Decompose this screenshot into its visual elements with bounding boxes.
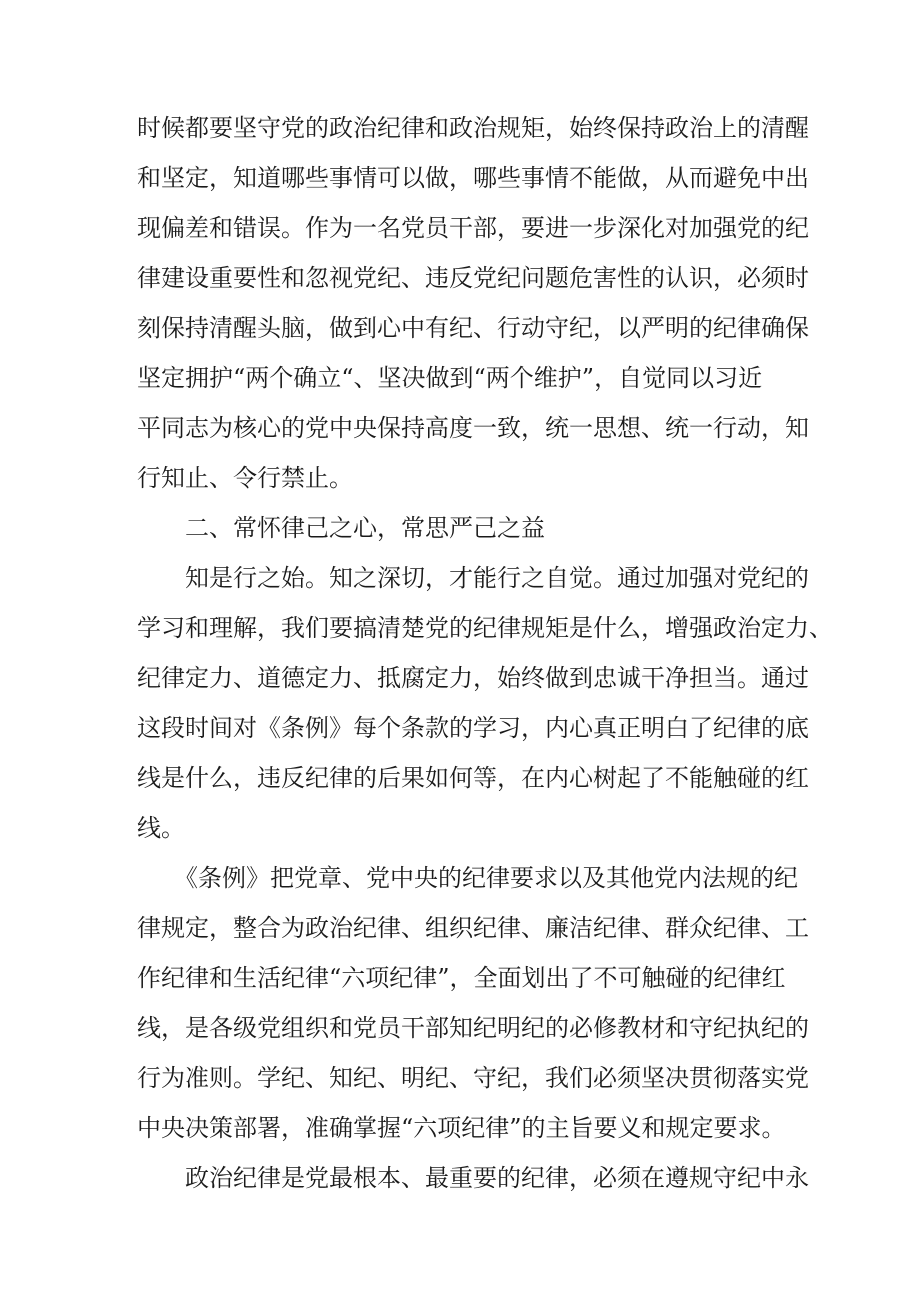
text-line: 中央决策部署，准确掌握“六项纪律”的主旨要义和规定要求。 xyxy=(137,1114,786,1142)
text-line: 线，是各级党组织和党员干部知纪明纪的必修教材和守纪执纪的 xyxy=(137,1014,809,1042)
text-line: 坚定拥护“两个确立“、坚决做到“两个维护”，自觉同以习近 xyxy=(137,364,763,392)
text-line: 刻保持清醒头脑，做到心中有纪、行动守纪，以严明的纪律确保 xyxy=(137,314,809,342)
text-line: 律建设重要性和忽视党纪、违反党纪问题危害性的认识，必须时 xyxy=(137,264,809,292)
text-line: 律规定，整合为政治纪律、组织纪律、廉洁纪律、群众纪律、工 xyxy=(137,914,809,942)
text-line: 平同志为核心的党中央保持高度一致，统一思想、统一行动，知 xyxy=(137,414,809,442)
text-line: 《条例》把党章、党中央的纪律要求以及其他党内法规的纪 xyxy=(174,864,798,892)
text-line: 时候都要坚守党的政治纪律和政治规矩，始终保持政治上的清醒 xyxy=(137,114,809,142)
text-line: 和坚定，知道哪些事情可以做，哪些事情不能做，从而避免中出 xyxy=(137,164,809,192)
text-line: 学习和理解，我们要搞清楚党的纪律规矩是什么，增强政治定力、 xyxy=(137,614,833,642)
text-line: 知是行之始。知之深切，才能行之自觉。通过加强对党纪的 xyxy=(185,564,809,592)
text-line: 政治纪律是党最根本、最重要的纪律，必须在遵规守纪中永 xyxy=(185,1164,809,1192)
text-line: 线。 xyxy=(137,814,185,842)
text-line: 线是什么，违反纪律的后果如何等，在内心树起了不能触碰的红 xyxy=(137,764,809,792)
text-line: 这段时间对《条例》每个条款的学习，内心真正明白了纪律的底 xyxy=(137,714,809,742)
text-line: 行为准则。学纪、知纪、明纪、守纪，我们必须坚决贯彻落实党 xyxy=(137,1064,809,1092)
text-line: 纪律定力、道德定力、抵腐定力，始终做到忠诚干净担当。通过 xyxy=(137,664,809,692)
text-line: 现偏差和错误。作为一名党员干部，要进一步深化对加强党的纪 xyxy=(137,214,809,242)
text-line: 行知止、令行禁止。 xyxy=(137,464,353,492)
text-line: 作纪律和生活纪律“六项纪律”，全面划出了不可触碰的纪律红 xyxy=(137,964,786,992)
section-heading: 二、常怀律己之心，常思严己之益 xyxy=(185,514,545,542)
